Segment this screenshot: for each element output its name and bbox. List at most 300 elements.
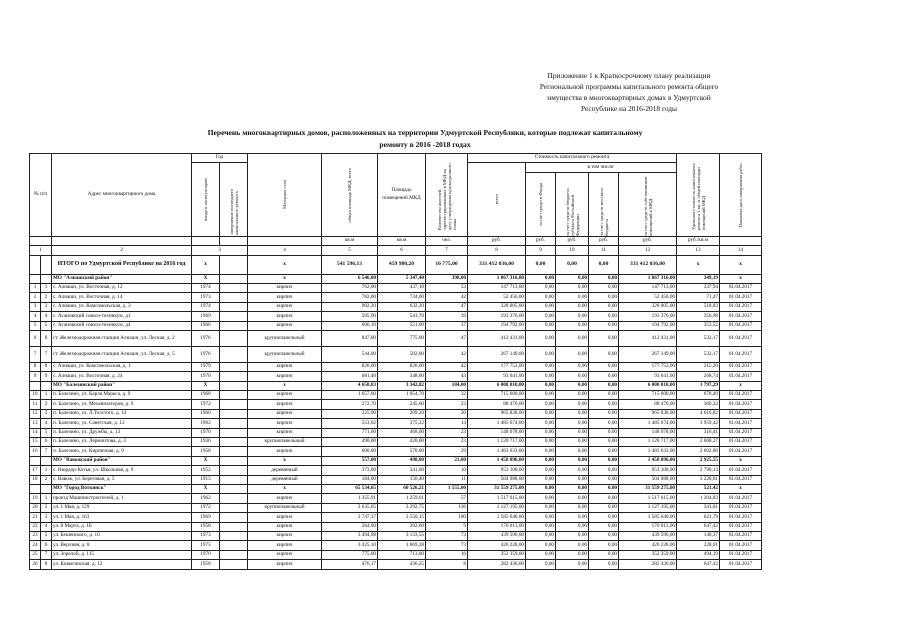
cell-empty — [220, 466, 248, 475]
header-residents: Количество жителей, зарегистрированных в МКД на дату утверждения краткосрочного плана — [426, 154, 468, 237]
cell-loc: 0,00 — [589, 456, 619, 465]
cell-n: 19 — [30, 494, 41, 503]
cell-own: 715 600,00 — [619, 391, 677, 400]
header-year-group: Год — [192, 154, 248, 163]
table-row — [30, 346, 762, 362]
header-plan-date: Плановая дата завершения работ — [720, 154, 762, 237]
cell-res: 73 — [426, 531, 468, 540]
cell-total: 426 228,00 — [468, 541, 526, 550]
units-row — [30, 236, 762, 245]
table-row — [30, 531, 762, 540]
header-unit-cost: Удельная стоимость капитального ремонта 1 кв. м общей площади помещений МКД — [677, 154, 720, 237]
cell-mat: кирпич — [248, 293, 322, 302]
cell-area: 2 747,37 — [322, 513, 378, 522]
cell-res: 29 — [426, 447, 468, 456]
cell-loc: 0,00 — [589, 381, 619, 390]
header-year-commission: ввода в эксплуатацию — [192, 163, 220, 236]
cell-fed: 0,00 — [556, 475, 589, 484]
cell-addr: ул. Бешенского, д. 10 — [52, 531, 192, 540]
cell-date: 01.04.2017 — [720, 293, 762, 302]
col-number: 11 — [589, 246, 619, 255]
cell-prem: 245,60 — [378, 400, 426, 409]
col-number: 8 — [468, 246, 526, 255]
cell-prem: 459 980,20 — [378, 255, 426, 274]
cell-addr: п. Балезино, ул. Лермонтова, д. 3 — [52, 438, 192, 447]
header-premises-area: Площадь помещений МКД — [378, 154, 426, 237]
cell-year: 1968 — [192, 391, 220, 400]
cell-mat: крупнопанельный — [248, 330, 322, 346]
cell-area: 3 494,98 — [322, 531, 378, 540]
cell-i: 8 — [41, 362, 52, 371]
cell-loc: 0,00 — [589, 362, 619, 371]
cell-own: 328 005,00 — [619, 302, 677, 311]
col-number: 9 — [526, 246, 556, 255]
cell-unit: 215,20 — [677, 362, 720, 371]
cell-total: 412 431,00 — [468, 330, 526, 346]
cell-empty — [220, 531, 248, 540]
cell-res: 20 — [426, 409, 468, 418]
table-row — [30, 503, 762, 512]
cell-total: 170 013,00 — [468, 522, 526, 531]
cell-area: 544,00 — [322, 346, 378, 362]
cell-addr: п. Балезино, ул. Механизаторов, д. 9 — [52, 400, 192, 409]
cell-empty — [220, 409, 248, 418]
header-total-area: общая площадь МКД, всего — [322, 154, 378, 237]
cell-n: 26 — [30, 560, 41, 569]
cell-own: 6 008 010,00 — [619, 381, 677, 390]
cell-empty — [220, 274, 248, 283]
cell-i: 8 — [41, 560, 52, 569]
cell-fund: 0,00 — [526, 419, 556, 428]
cell-i — [41, 456, 52, 465]
cell-date: 01.04.2017 — [720, 321, 762, 330]
cell-unit: 532,17 — [677, 346, 720, 362]
cell-i: 5 — [41, 321, 52, 330]
cell-total: 148 078,00 — [468, 428, 526, 437]
cell-own: 412 431,00 — [619, 330, 677, 346]
cell-own: 282 436,00 — [619, 560, 677, 569]
cell-n: 22 — [30, 522, 41, 531]
cell-res: 57 — [426, 494, 468, 503]
cell-own: 1 458 096,00 — [619, 456, 677, 465]
cell-year: Х — [192, 274, 220, 283]
cell-loc: 0,00 — [589, 494, 619, 503]
col-number: 6 — [378, 246, 426, 255]
cell-date: 01.04.2017 — [720, 494, 762, 503]
cell-prem: 3 342,82 — [378, 381, 426, 390]
cell-mat: деревянный — [248, 475, 322, 484]
cell-mat: х — [248, 456, 322, 465]
cell-addr: ул. 1 Мая, д. 129 — [52, 503, 192, 512]
cell-own: 331 412 036,00 — [619, 255, 677, 274]
col-number: 10 — [556, 246, 589, 255]
cell-fed: 0,00 — [556, 312, 589, 321]
cell-empty — [220, 475, 248, 484]
cell-area: 557,00 — [322, 456, 378, 465]
cell-addr: ул. 1 Мая, д. 163 — [52, 513, 192, 522]
cell-year: 1974 — [192, 302, 220, 311]
cell-total: 953 108,00 — [468, 466, 526, 475]
cell-i: 4 — [41, 419, 52, 428]
cell-year: 1960 — [192, 409, 220, 418]
table-row — [30, 466, 762, 475]
cell-unit: 494,19 — [677, 550, 720, 559]
cell-total: 88 470,00 — [468, 400, 526, 409]
municipality-row — [30, 381, 762, 390]
cell-i — [41, 381, 52, 390]
header-cost-group: Стоимость капитального ремонта — [468, 154, 677, 163]
cell-empty — [220, 560, 248, 569]
cell-loc: 0,00 — [589, 419, 619, 428]
cell-i: 7 — [41, 550, 52, 559]
cell-res: 47 — [426, 330, 468, 346]
cell-unit: 2 790,13 — [677, 466, 720, 475]
cell-i: 1 — [41, 466, 52, 475]
cell-fund: 0,00 — [526, 466, 556, 475]
cell-fed: 0,00 — [556, 531, 589, 540]
cell-fund: 0,00 — [526, 293, 556, 302]
cell-total: 1 127 195,00 — [468, 503, 526, 512]
grand-total-row — [30, 255, 762, 274]
cell-unit: 228,01 — [677, 541, 720, 550]
cell-n: 6 — [30, 330, 41, 346]
cell-addr: МО "Вавожский район" — [52, 456, 192, 465]
cell-area: 782,00 — [322, 293, 378, 302]
municipality-row — [30, 456, 762, 465]
cell-loc: 0,00 — [589, 346, 619, 362]
cell-i: 4 — [41, 312, 52, 321]
header-federal: за счет средств бюджета субъекта Российской Федерации — [556, 172, 589, 236]
cell-mat: х — [248, 274, 322, 283]
cell-unit: 521,42 — [677, 484, 720, 493]
cell-loc: 0,00 — [589, 293, 619, 302]
cell-fed: 0,00 — [556, 362, 589, 371]
cell-unit: 356,98 — [677, 312, 720, 321]
cell-prem: 1 054,70 — [378, 391, 426, 400]
cell-year: 1976 — [192, 330, 220, 346]
cell-loc: 0,00 — [589, 466, 619, 475]
cell-fed: 0,00 — [556, 419, 589, 428]
cell-total: 52 456,00 — [468, 293, 526, 302]
cell-fund: 0,00 — [526, 255, 556, 274]
cell-addr: с. Нюрдор-Котья, ул. Школьная, д. 9 — [52, 466, 192, 475]
cell-area: 775,00 — [322, 550, 378, 559]
cell-addr: ул. Зорелой, д. 115 — [52, 550, 192, 559]
cell-own: 267 149,00 — [619, 346, 677, 362]
cell-addr: п. Балезино, ул. Кирпичная, д. 9 — [52, 447, 192, 456]
cell-own: 52 456,00 — [619, 293, 677, 302]
table-row — [30, 391, 762, 400]
cell-unit: 316,41 — [677, 428, 720, 437]
cell-fed: 0,00 — [556, 522, 589, 531]
cell-i: 2 — [41, 475, 52, 484]
cell-i — [41, 484, 52, 493]
cell-own: 147 713,00 — [619, 283, 677, 292]
cell-i: 1 — [41, 494, 52, 503]
cell-total: 1 585 640,00 — [468, 513, 526, 522]
cell-n — [30, 456, 41, 465]
cell-mat: х — [248, 484, 322, 493]
cell-fed: 0,00 — [556, 321, 589, 330]
cell-i: 4 — [41, 522, 52, 531]
cell-fed: 0,00 — [556, 456, 589, 465]
cell-empty — [220, 447, 248, 456]
cell-fund: 0,00 — [526, 391, 556, 400]
cell-n: 18 — [30, 475, 41, 484]
cell-mat: кирпич — [248, 447, 322, 456]
cell-res: 9 — [426, 522, 468, 531]
cell-area: 476,17 — [322, 560, 378, 569]
cell-addr: с. Асановский совхоз-техникум, д4 — [52, 321, 192, 330]
cell-res: 21,00 — [426, 456, 468, 465]
cell-loc: 0,00 — [589, 522, 619, 531]
cell-own: 148 078,00 — [619, 428, 677, 437]
cell-date: х — [720, 484, 762, 493]
cell-date: 01.04.2017 — [720, 531, 762, 540]
cell-year: 1958 — [192, 522, 220, 531]
cell-fund: 0,00 — [526, 494, 556, 503]
cell-year: 1970 — [192, 550, 220, 559]
cell-res: 10 — [426, 466, 468, 475]
cell-empty — [220, 302, 248, 311]
cell-area: 600,00 — [322, 447, 378, 456]
cell-date: 01.04.2017 — [720, 409, 762, 418]
cell-mat: кирпич — [248, 372, 322, 381]
cell-area: 902,20 — [322, 302, 378, 311]
cell-total: 282 436,00 — [468, 560, 526, 569]
cell-empty — [220, 293, 248, 302]
cell-area: 762,00 — [322, 283, 378, 292]
cell-loc: 0,00 — [589, 312, 619, 321]
table-row — [30, 419, 762, 428]
cell-own: 1 485 674,00 — [619, 419, 677, 428]
cell-date: 01.04.2017 — [720, 513, 762, 522]
cell-mat: кирпич — [248, 302, 322, 311]
cell-area: 681,40 — [322, 372, 378, 381]
cell-total: 965 838,00 — [468, 409, 526, 418]
cell-date: 01.04.2017 — [720, 541, 762, 550]
cell-own: 194 792,00 — [619, 321, 677, 330]
cell-fed: 0,00 — [556, 550, 589, 559]
cell-i: 1 — [41, 283, 52, 292]
cell-prem: 498,00 — [378, 456, 426, 465]
cell-own: 88 470,00 — [619, 400, 677, 409]
cell-unit: 341,81 — [677, 503, 720, 512]
cell-loc: 0,00 — [589, 372, 619, 381]
cell-total: 193 376,00 — [468, 312, 526, 321]
cell-res: 39 — [426, 312, 468, 321]
title-line: ремонту в 2016 -2018 годах — [379, 139, 471, 149]
cell-own: 1 127 195,00 — [619, 503, 677, 512]
cell-date: х — [720, 274, 762, 283]
table-row — [30, 321, 762, 330]
unit-cell: руб. — [526, 236, 556, 245]
cell-addr: ул. 8 Марта, д. 1Б — [52, 522, 192, 531]
cell-n: 23 — [30, 531, 41, 540]
cell-n: 11 — [30, 400, 41, 409]
cell-res: 37 — [426, 321, 468, 330]
header-incl: в том числе: — [526, 163, 677, 172]
cell-n: 7 — [30, 346, 41, 362]
column-number-row — [30, 246, 762, 255]
cell-prem: 348,60 — [378, 372, 426, 381]
cell-fed: 0,00 — [556, 330, 589, 346]
cell-date: 01.04.2017 — [720, 372, 762, 381]
cell-n: 14 — [30, 428, 41, 437]
appendix-line: имущества в многоквартирных домах в Удмуртской — [547, 93, 711, 102]
cell-i: 7 — [41, 346, 52, 362]
cell-fed: 0,00 — [556, 428, 589, 437]
cell-n: 8 — [30, 362, 41, 371]
cell-total: 194 792,00 — [468, 321, 526, 330]
cell-area: 4 650,83 — [322, 381, 378, 390]
cell-loc: 0,00 — [589, 391, 619, 400]
cell-res: 73 — [426, 541, 468, 550]
cell-fund: 0,00 — [526, 381, 556, 390]
cell-area: 847,00 — [322, 330, 378, 346]
cell-year: 1970 — [192, 372, 220, 381]
cell-unit: 532,17 — [677, 330, 720, 346]
cell-i: 3 — [41, 513, 52, 522]
cell-fund: 0,00 — [526, 400, 556, 409]
table-row — [30, 522, 762, 531]
cell-date: 01.04.2017 — [720, 419, 762, 428]
cell-total: 1 867 316,00 — [468, 274, 526, 283]
cell-empty — [220, 503, 248, 512]
cell-res: 42 — [426, 346, 468, 362]
cell-mat: кирпич — [248, 391, 322, 400]
unit-cell: руб. — [619, 236, 677, 245]
cell-addr: п. Балезино, ул. Л.Толстого, д. 14 — [52, 409, 192, 418]
cell-total: 6 008 010,00 — [468, 381, 526, 390]
cell-date: 01.04.2017 — [720, 522, 762, 531]
cell-n: 15 — [30, 438, 41, 447]
table-row — [30, 312, 762, 321]
cell-res: 14 — [426, 419, 468, 428]
cell-loc: 0,00 — [589, 447, 619, 456]
cell-loc: 0,00 — [589, 400, 619, 409]
col-number: 5 — [322, 246, 378, 255]
cell-empty — [220, 484, 248, 493]
cell-unit: 2 668,37 — [677, 438, 720, 447]
cell-res: 53 — [426, 283, 468, 292]
cell-empty — [220, 330, 248, 346]
cell-fed: 0,00 — [556, 372, 589, 381]
cell-area: 541 596,13 — [322, 255, 378, 274]
cell-year: 1973 — [192, 531, 220, 540]
cell-res: 1 555,00 — [426, 484, 468, 493]
cell-date: 01.04.2017 — [720, 400, 762, 409]
cell-date: 01.04.2017 — [720, 550, 762, 559]
cell-area: 225,90 — [322, 409, 378, 418]
cell-fed: 0,00 — [556, 541, 589, 550]
cell-res: 398,00 — [426, 274, 468, 283]
cell-own: 953 108,00 — [619, 466, 677, 475]
cell-empty — [220, 255, 248, 274]
cell-own: 504 988,00 — [619, 475, 677, 484]
cell-total: 439 596,00 — [468, 531, 526, 540]
cell-date: 01.04.2017 — [720, 428, 762, 437]
cell-date: 01.04.2017 — [720, 466, 762, 475]
cell-area: 1 355,91 — [322, 494, 378, 503]
cell-prem: 541,70 — [378, 312, 426, 321]
cell-i: 5 — [41, 531, 52, 540]
cell-year: 1969 — [192, 513, 220, 522]
cell-fund: 0,00 — [526, 438, 556, 447]
cell-fund: 0,00 — [526, 428, 556, 437]
table-row — [30, 302, 762, 311]
col-number: 1 — [30, 246, 52, 255]
cell-total: 93 641,00 — [468, 372, 526, 381]
cell-total: 1 485 674,00 — [468, 419, 526, 428]
cell-fund: 0,00 — [526, 484, 556, 493]
cell-n: 4 — [30, 312, 41, 321]
cell-n — [30, 274, 41, 283]
cell-unit: 337,94 — [677, 283, 720, 292]
cell-prem: 775,00 — [378, 330, 426, 346]
cell-i: 3 — [41, 302, 52, 311]
cell-n: 9 — [30, 372, 41, 381]
cell-total: 1 458 096,00 — [468, 456, 526, 465]
cell-loc: 0,00 — [589, 274, 619, 283]
cell-res: 47 — [426, 302, 468, 311]
cell-year: 1974 — [192, 283, 220, 292]
cell-fund: 0,00 — [526, 513, 556, 522]
cell-area: 771,60 — [322, 428, 378, 437]
cell-empty — [220, 550, 248, 559]
table-row — [30, 372, 762, 381]
cell-fed: 0,00 — [556, 466, 589, 475]
unit-cell: руб. — [468, 236, 526, 245]
cell-prem: 209,20 — [378, 409, 426, 418]
cell-loc: 0,00 — [589, 409, 619, 418]
cell-unit: 647,42 — [677, 522, 720, 531]
cell-area: 272,70 — [322, 400, 378, 409]
cell-date: 01.04.2017 — [720, 346, 762, 362]
cell-own: 965 838,00 — [619, 409, 677, 418]
cell-fund: 0,00 — [526, 330, 556, 346]
cell-unit: 1 797,29 — [677, 381, 720, 390]
cell-fund: 0,00 — [526, 531, 556, 540]
cell-fed: 0,00 — [556, 438, 589, 447]
cell-total: 267 149,00 — [468, 346, 526, 362]
cell-year: 1979 — [192, 362, 220, 371]
cell-loc: 0,00 — [589, 330, 619, 346]
appendix-line: Приложение 1 к Краткосрочному плану реализации — [547, 71, 711, 80]
cell-prem: 3 292,75 — [378, 503, 426, 512]
cell-prem: 826,00 — [378, 362, 426, 371]
cell-area: 826,00 — [322, 362, 378, 371]
document-title — [120, 127, 730, 150]
cell-own: 1 867 316,00 — [619, 274, 677, 283]
cell-addr: МО "Балезинский район" — [52, 381, 192, 390]
cell-n: 1 — [30, 283, 41, 292]
cell-loc: 0,00 — [589, 255, 619, 274]
cell-date: 01.04.2017 — [720, 362, 762, 371]
cell-fund: 0,00 — [526, 321, 556, 330]
cell-mat: кирпич — [248, 560, 322, 569]
cell-loc: 0,00 — [589, 550, 619, 559]
cell-res: 43 — [426, 372, 468, 381]
cell-n: 21 — [30, 513, 41, 522]
cell-i: 2 — [41, 293, 52, 302]
cell-loc: 0,00 — [589, 438, 619, 447]
cell-prem: 1 259,61 — [378, 494, 426, 503]
cell-unit: 353,52 — [677, 321, 720, 330]
cell-mat: кирпич — [248, 522, 322, 531]
cell-fund: 0,00 — [526, 503, 556, 512]
cell-prem: 713,00 — [378, 550, 426, 559]
